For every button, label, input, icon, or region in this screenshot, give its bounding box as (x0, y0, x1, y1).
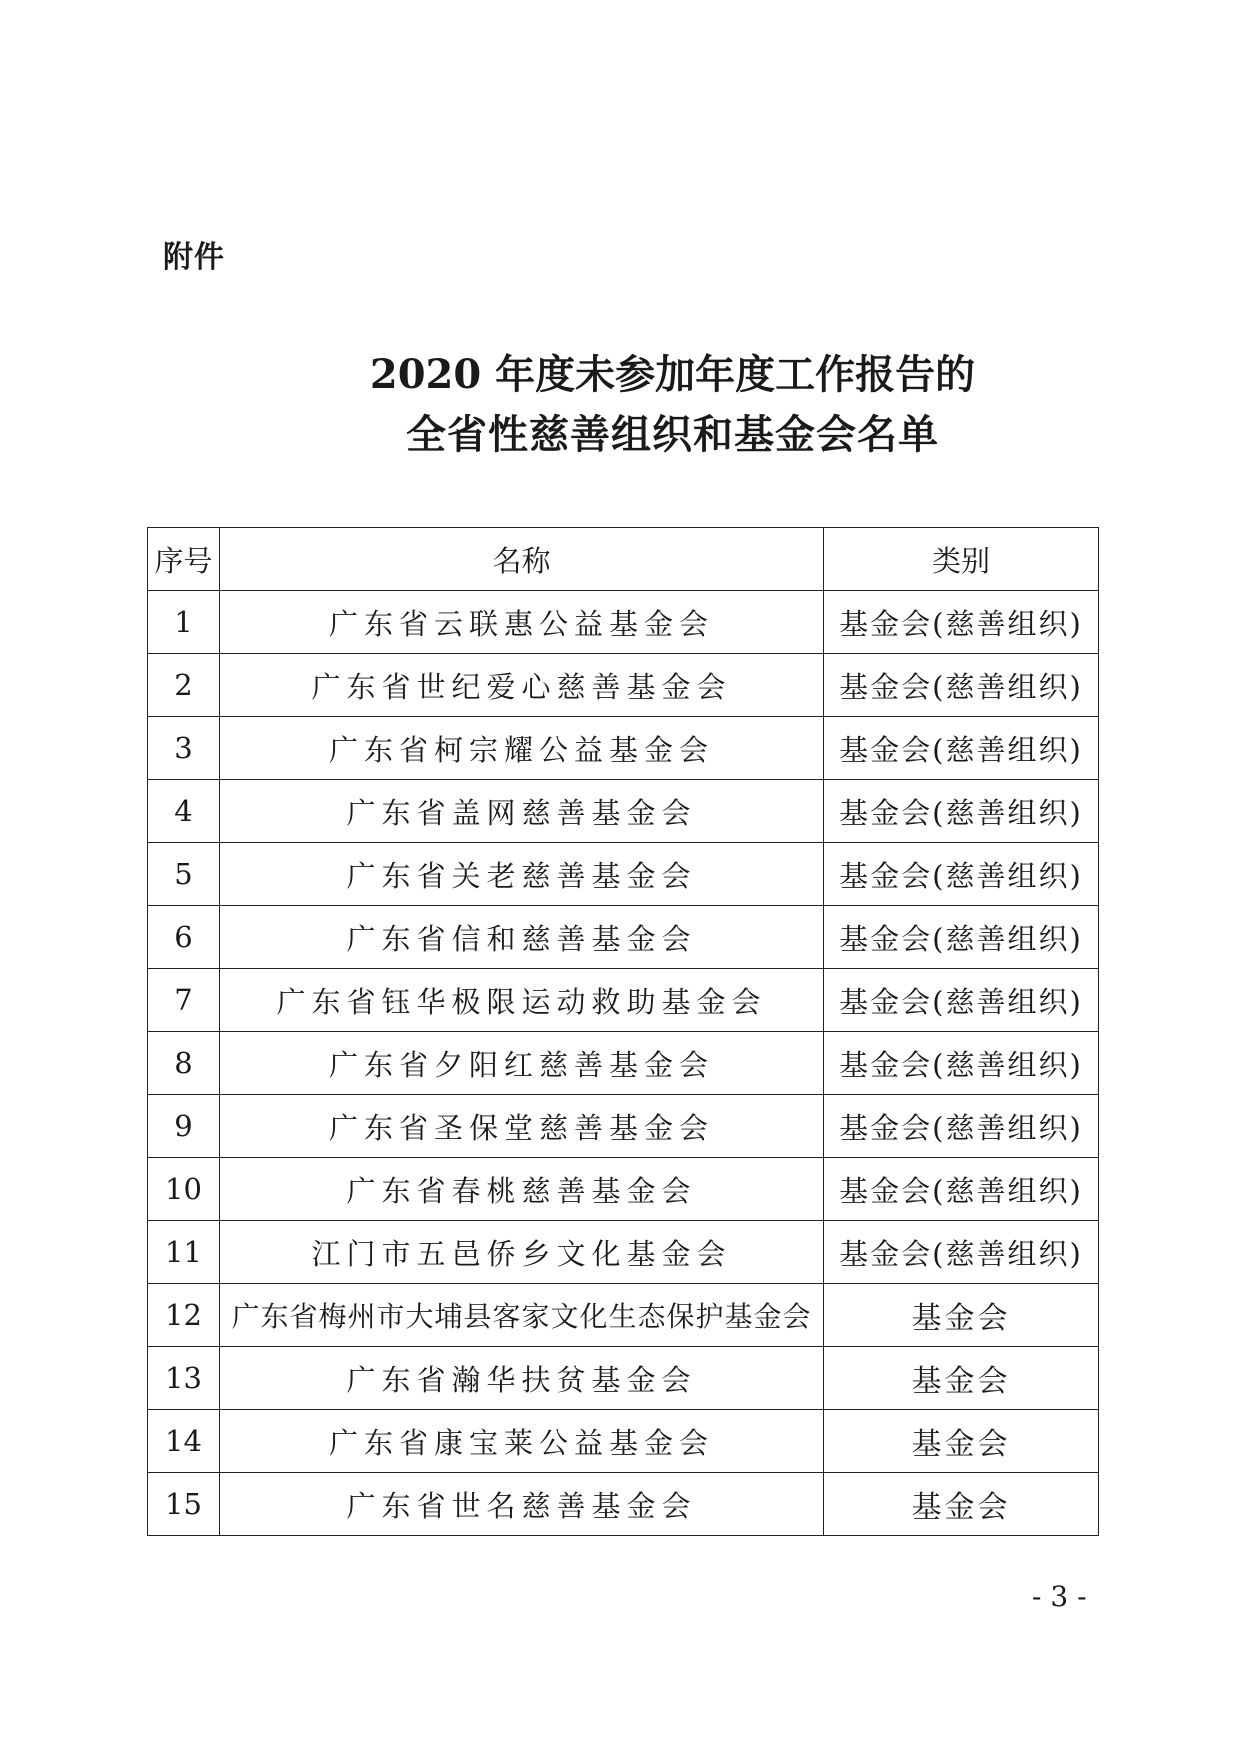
organization-name: 广东省世纪爱心慈善基金会 (220, 654, 824, 717)
organization-name: 广东省世名慈善基金会 (220, 1473, 824, 1536)
column-header-type: 类别 (824, 528, 1099, 591)
document-title-line-2: 全省性慈善组织和基金会名单 (406, 411, 939, 458)
organization-name: 广东省关老慈善基金会 (220, 843, 824, 906)
row-number: 11 (148, 1221, 220, 1284)
organization-type: 基金会(慈善组织) (824, 654, 1099, 717)
row-number: 14 (148, 1410, 220, 1473)
organization-name: 广东省夕阳红慈善基金会 (220, 1032, 824, 1095)
table-row (148, 654, 1099, 717)
organization-type: 基金会(慈善组织) (824, 1221, 1099, 1284)
organization-type: 基金会 (824, 1347, 1099, 1410)
organization-name: 广东省柯宗耀公益基金会 (220, 717, 824, 780)
table-row (148, 906, 1099, 969)
row-number: 3 (148, 717, 220, 780)
organization-type: 基金会(慈善组织) (824, 1158, 1099, 1221)
row-number: 5 (148, 843, 220, 906)
row-number: 2 (148, 654, 220, 717)
row-number: 12 (148, 1284, 220, 1347)
organization-name: 广东省春桃慈善基金会 (220, 1158, 824, 1221)
row-number: 8 (148, 1032, 220, 1095)
table-row (148, 969, 1099, 1032)
organization-name: 广东省盖网慈善基金会 (220, 780, 824, 843)
row-number: 6 (148, 906, 220, 969)
organization-name: 广东省瀚华扶贫基金会 (220, 1347, 824, 1410)
column-header-name: 名称 (220, 528, 824, 591)
column-header-number: 序号 (148, 528, 220, 591)
organization-type: 基金会(慈善组织) (824, 1032, 1099, 1095)
organization-name: 广东省云联惠公益基金会 (220, 591, 824, 654)
organization-name: 广东省圣保堂慈善基金会 (220, 1095, 824, 1158)
table-row (148, 1410, 1099, 1473)
table-header-row (148, 528, 1099, 591)
organization-type: 基金会(慈善组织) (824, 906, 1099, 969)
organization-name: 广东省梅州市大埔县客家文化生态保护基金会 (220, 1284, 824, 1347)
table-row (148, 1221, 1099, 1284)
document-title-line-1: 2020 年度未参加年度工作报告的 (369, 351, 976, 398)
attachment-label: 附件 (163, 240, 225, 275)
organization-type: 基金会(慈善组织) (824, 1095, 1099, 1158)
organization-type: 基金会(慈善组织) (824, 591, 1099, 654)
table-row (148, 1347, 1099, 1410)
organization-name: 广东省康宝莱公益基金会 (220, 1410, 824, 1473)
organization-name: 江门市五邑侨乡文化基金会 (220, 1221, 824, 1284)
organization-type: 基金会(慈善组织) (824, 717, 1099, 780)
table-row (148, 717, 1099, 780)
organization-type: 基金会(慈善组织) (824, 969, 1099, 1032)
organization-name: 广东省信和慈善基金会 (220, 906, 824, 969)
row-number: 9 (148, 1095, 220, 1158)
table-row (148, 1032, 1099, 1095)
page-number: - 3 - (1032, 1580, 1087, 1613)
row-number: 10 (148, 1158, 220, 1221)
organization-type: 基金会 (824, 1284, 1099, 1347)
row-number: 13 (148, 1347, 220, 1410)
table-row (148, 1158, 1099, 1221)
table-row (148, 843, 1099, 906)
organization-type: 基金会 (824, 1473, 1099, 1536)
table-row (148, 1095, 1099, 1158)
table-row (148, 1473, 1099, 1536)
organization-type: 基金会 (824, 1410, 1099, 1473)
table-row (148, 1284, 1099, 1347)
organization-type: 基金会(慈善组织) (824, 780, 1099, 843)
row-number: 15 (148, 1473, 220, 1536)
organization-type: 基金会(慈善组织) (824, 843, 1099, 906)
row-number: 4 (148, 780, 220, 843)
organization-list-table (147, 527, 1099, 1536)
organization-name: 广东省钰华极限运动救助基金会 (220, 969, 824, 1032)
row-number: 7 (148, 969, 220, 1032)
table-row (148, 780, 1099, 843)
row-number: 1 (148, 591, 220, 654)
table-row (148, 591, 1099, 654)
